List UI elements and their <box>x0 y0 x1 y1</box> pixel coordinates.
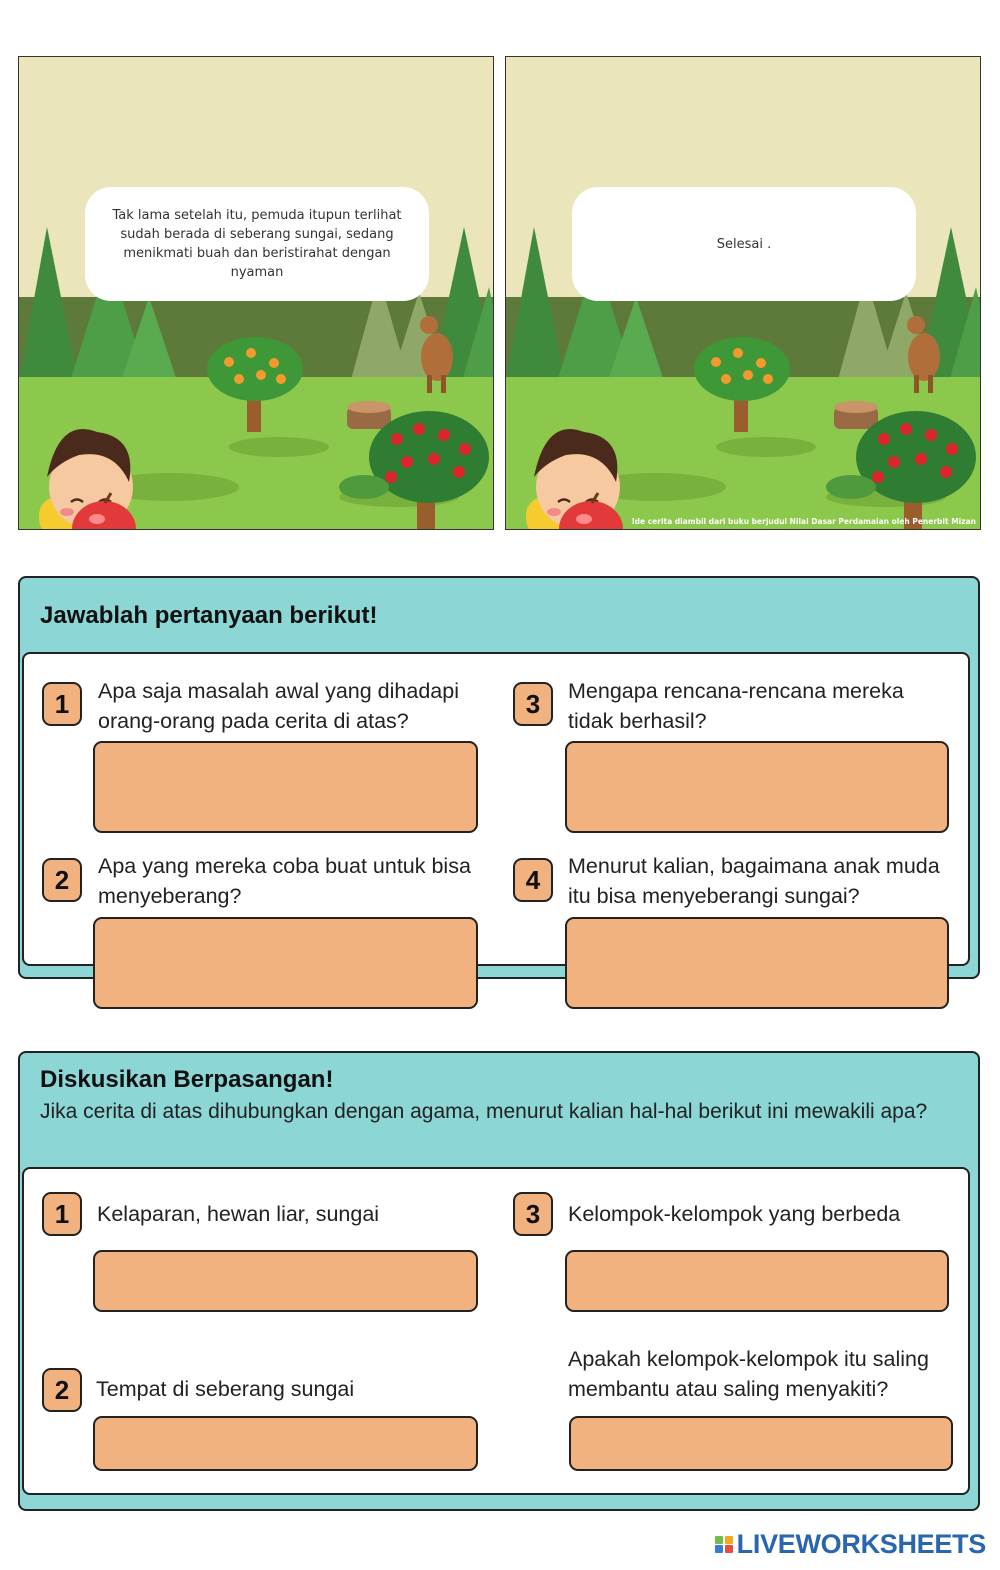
liveworksheets-wordmark: LIVEWORKSHEETS <box>736 1529 986 1559</box>
answer-1-field[interactable] <box>93 741 478 833</box>
discussion-answer-3[interactable] <box>565 1250 949 1312</box>
question-3-text: Mengapa rencana-rencana mereka tidak berhasil? <box>568 679 904 733</box>
answer-2-field[interactable] <box>93 917 478 1009</box>
story-panel-1 <box>18 56 494 530</box>
section-2-title: Diskusikan Berpasangan! <box>40 1066 334 1093</box>
item-3-badge: 3 <box>513 1192 553 1236</box>
discussion-answer-1[interactable] <box>93 1250 478 1312</box>
question-4-badge: 4 <box>513 858 553 902</box>
question-2-text: Apa yang mereka coba buat untuk bisa menyeberang? <box>98 854 471 908</box>
answer-4-field[interactable] <box>565 917 949 1009</box>
liveworksheets-logo-icon <box>715 1536 733 1554</box>
question-1-text: Apa saja masalah awal yang dihadapi orang-orang pada cerita di atas? <box>98 679 459 733</box>
section-2-subtitle: Jika cerita di atas dihubungkan dengan agama, menurut kalian hal-hal berikut ini mewakili apa? <box>40 1100 928 1123</box>
item-4-text: Apakah kelompok-kelompok itu saling membantu atau saling menyakiti? <box>568 1347 929 1401</box>
question-3-badge: 3 <box>513 682 553 726</box>
speech-bubble-2 <box>572 187 916 301</box>
liveworksheets-brand <box>715 1529 986 1560</box>
discussion-answer-2[interactable] <box>93 1416 478 1471</box>
question-2-badge: 2 <box>42 858 82 902</box>
item-2-badge: 2 <box>42 1368 82 1412</box>
story-panel-2 <box>505 56 981 530</box>
item-2-text: Tempat di seberang sungai <box>96 1377 355 1401</box>
question-4-text: Menurut kalian, bagaimana anak muda itu bisa menyeberangi sungai? <box>568 854 940 908</box>
speech-bubble-1 <box>85 187 429 301</box>
discussion-answer-4[interactable] <box>569 1416 953 1471</box>
item-1-badge: 1 <box>42 1192 82 1236</box>
answer-3-field[interactable] <box>565 741 949 833</box>
section-1-title: Jawablah pertanyaan berikut! <box>40 602 378 629</box>
item-3-text: Kelompok-kelompok yang berbeda <box>568 1202 901 1226</box>
panel-2-text: Selesai . <box>716 236 772 252</box>
panel-1-text: Tak lama setelah itu, pemuda itupun terlihat sudah berada di seberang sungai, sedang menikmati buah dan beristirahat dengan nyaman <box>112 208 402 280</box>
story-credit: Ide cerita diambil dari buku berjudul Nilai Dasar Perdamaian oleh Penerbit Mizan <box>631 517 976 526</box>
question-1-badge: 1 <box>42 682 82 726</box>
item-1-text: Kelaparan, hewan liar, sungai <box>97 1202 380 1226</box>
